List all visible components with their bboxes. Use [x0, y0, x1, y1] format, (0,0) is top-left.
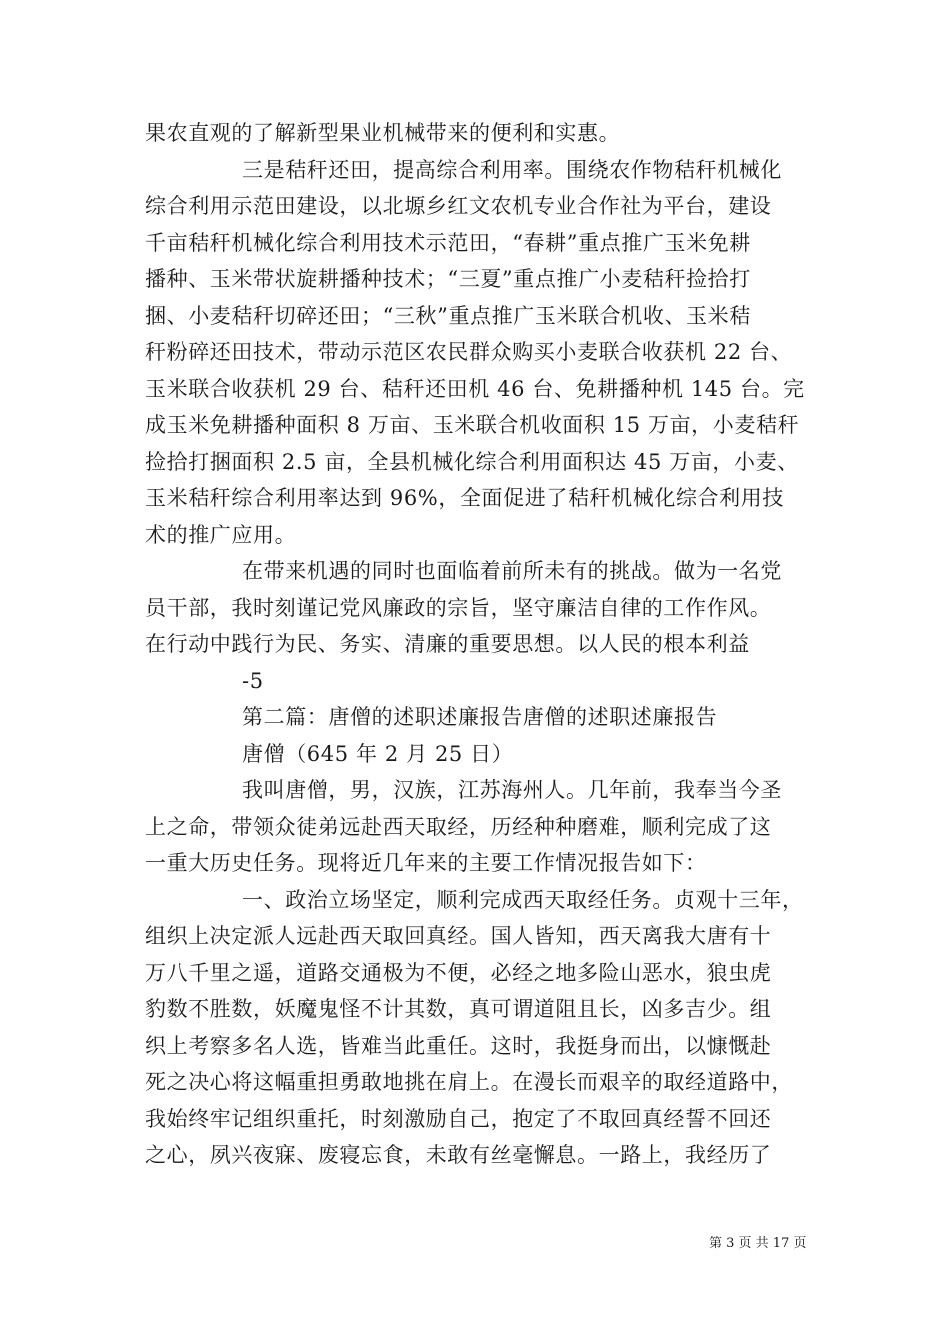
text-line: 果农直观的了解新型果业机械带来的便利和实惠。	[145, 121, 621, 145]
text-line: 我始终牢记组织重托，时刻激励自己，抱定了不取回真经誓不回还	[145, 1106, 772, 1131]
paragraph-start: 一、政治立场坚定，顺利完成西天取经任务。贞观十三年，	[242, 887, 804, 912]
text-line: 玉米秸秆综合利用率达到 96%，全面促进了秸秆机械化综合利用技	[145, 486, 784, 510]
text-line: 在行动中践行为民、务实、清廉的重要思想。以人民的根本利益	[145, 632, 750, 656]
text-line: 术的推广应用。	[145, 522, 297, 547]
document-body	[145, 115, 815, 1174]
paragraph-start: 三是秸秆还田，提高综合利用率。围绕农作物秸秆机械化	[242, 157, 782, 182]
text-line: 成玉米免耕播种面积 8 万亩、玉米联合机收面积 15 万亩，小麦秸秆	[145, 413, 800, 437]
section-heading: 第二篇：唐僧的述职述廉报告唐僧的述职述廉报告	[242, 705, 718, 729]
text-line: 捡拾打捆面积 2.5 亩，全县机械化综合利用面积达 45 万亩，小麦、	[145, 449, 799, 474]
author-date: 唐僧（645 年 2 月 25 日）	[242, 741, 514, 766]
page-marker: -5	[242, 668, 264, 693]
text-line: 死之决心将这幅重担勇敢地挑在肩上。在漫长而艰辛的取经道路中，	[145, 1070, 793, 1094]
text-line: 千亩秸秆机械化综合利用技术示范田，“春耕”重点推广玉米免耕	[145, 230, 751, 255]
text-line: 豹数不胜数，妖魔鬼怪不计其数，真可谓道阻且长，凶多吉少。组	[145, 997, 772, 1021]
text-line: 之心，夙兴夜寐、废寝忘食，未敢有丝毫懈息。一路上，我经历了	[145, 1143, 772, 1167]
text-line: 秆粉碎还田技术，带动示范区农民群众购买小麦联合收获机 22 台、	[145, 340, 793, 364]
paragraph-start: 我叫唐僧，男，汉族，江苏海州人。几年前，我奉当今圣	[242, 778, 782, 802]
text-line: 万八千里之遥，道路交通极为不便，必经之地多险山恶水，狼虫虎	[145, 960, 772, 985]
text-line: 综合利用示范田建设，以北塬乡红文农机专业合作社为平台，建设	[145, 194, 772, 218]
text-line: 一重大历史任务。现将近几年来的主要工作情况报告如下：	[145, 851, 707, 875]
page-number: 第 3 页 共 17 页	[709, 1236, 807, 1251]
text-line: 织上考察多名人选，皆难当此重任。这时，我挺身而出，以慷慨赴	[145, 1033, 772, 1058]
text-line: 捆、小麦秸秆切碎还田；“三秋”重点推广玉米联合机收、玉米秸	[145, 303, 751, 328]
text-line: 员干部，我时刻谨记党风廉政的宗旨，坚守廉洁自律的工作作风。	[145, 595, 772, 620]
text-line: 玉米联合收获机 29 台、秸秆还田机 46 台、免耕播种机 145 台。完	[145, 376, 805, 401]
paragraph-start: 在带来机遇的同时也面临着前所未有的挑战。做为一名党	[242, 559, 782, 583]
text-line: 播种、玉米带状旋耕播种技术；“三夏”重点推广小麦秸秆捡拾打	[145, 267, 751, 291]
text-line: 上之命，带领众徒弟远赴西天取经，历经种种磨难，顺利完成了这	[145, 814, 772, 839]
text-line: 组织上决定派人远赴西天取回真经。国人皆知，西天离我大唐有十	[145, 924, 772, 948]
